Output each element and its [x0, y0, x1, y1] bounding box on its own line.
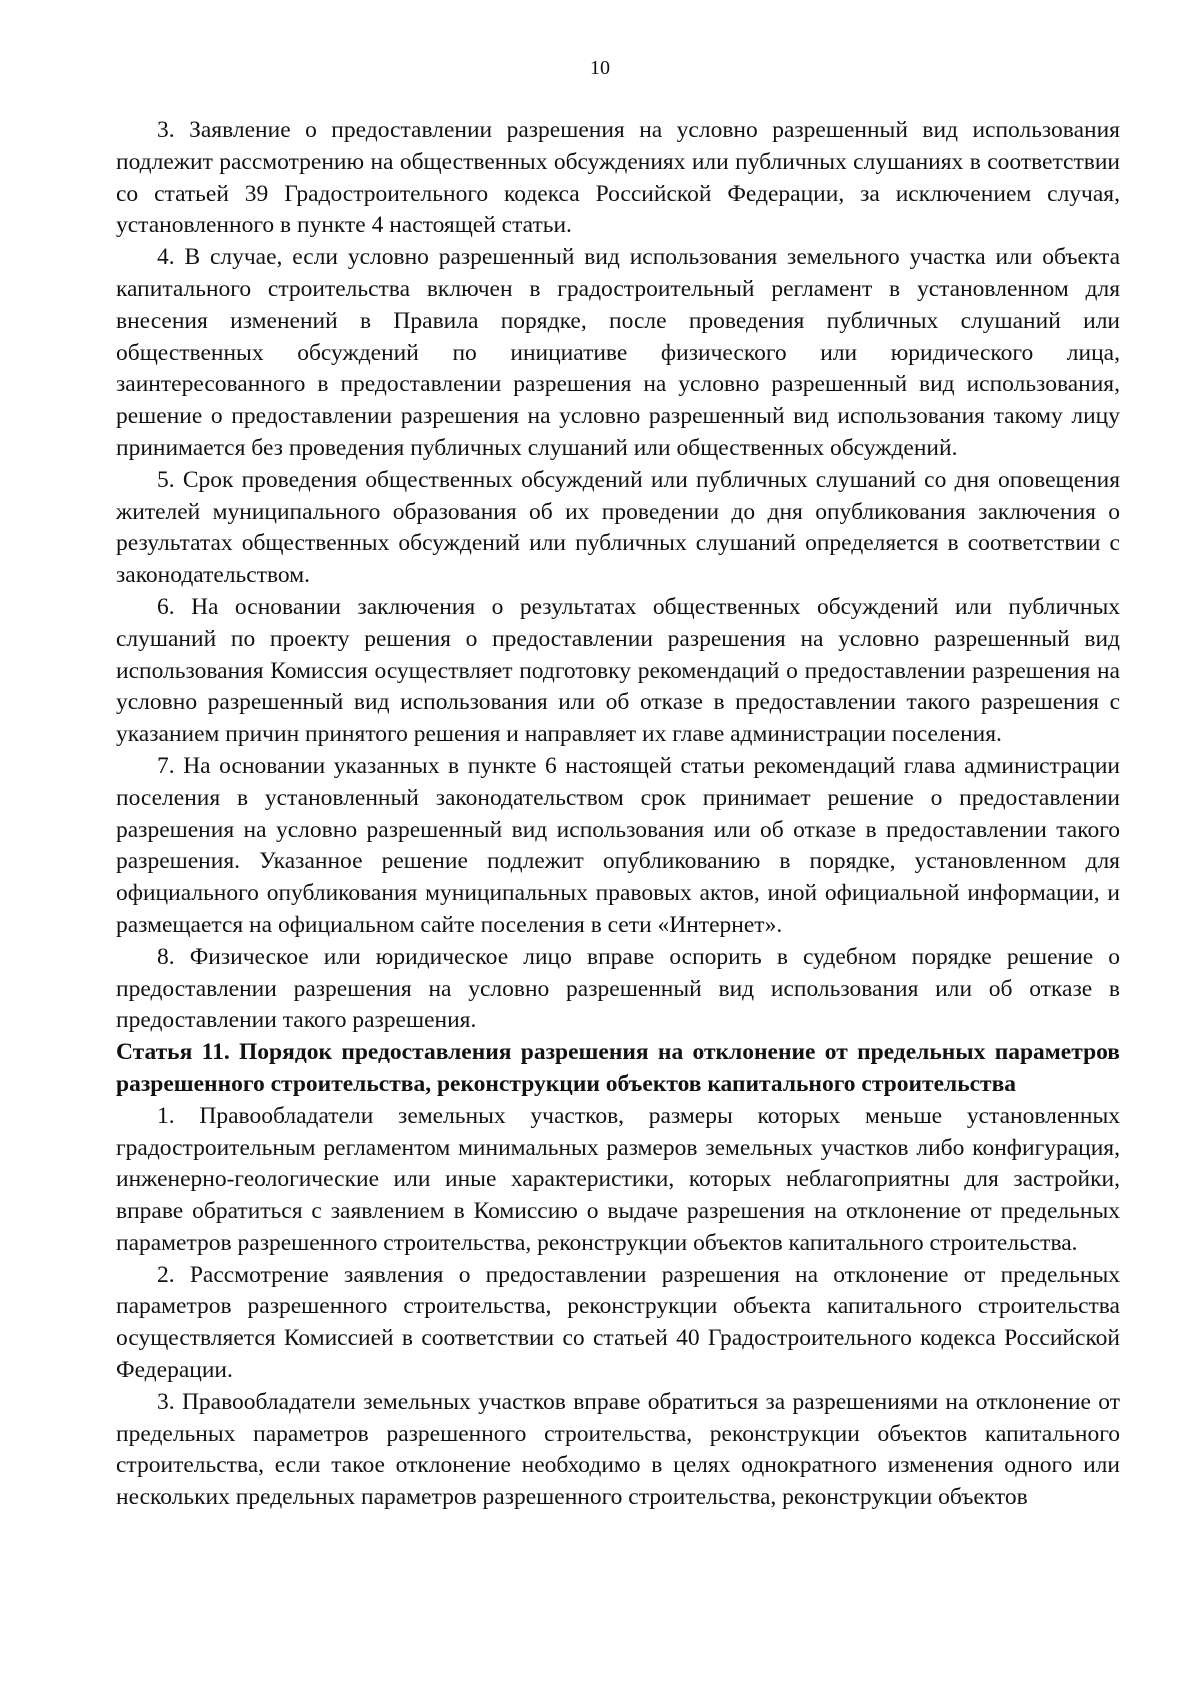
article-11-paragraph-2: 2. Рассмотрение заявления о предоставлении разрешения на отклонение от предельных параметров разрешенного строительства, реконструкции объекта капитального строительства осуществляется Комиссией в соответствии со статьей 40 Градостроительного кодекса Российской Федерации. — [116, 1261, 1120, 1384]
paragraph-item-4: 4. В случае, если условно разрешенный вид использования земельного участка или объекта капитального строительства включен в градостроительный регламент в установленном для внесения изменений в Правила порядке, после проведения публичных слушаний или общественных обсуждений по инициативе физического или юридического лица, заинтересованного в предоставлении разрешения на условно разрешенный вид использования, решение о предоставлении разрешения на условно разрешенный вид использования такому лицу принимается без проведения публичных слушаний или общественных обсуждений. — [116, 244, 1120, 461]
paragraph-item-3: 3. Заявление о предоставлении разрешения на условно разрешенный вид использования подлежит рассмотрению на общественных обсуждениях или публичных слушаниях в соответствии со статьей 39 Градостроительного кодекса Российской Федерации, за исключением случая, установленного в пункте 4 настоящей статьи. — [116, 117, 1120, 239]
article-heading: Статья 11. Порядок предоставления разрешения на отклонение от предельных параметров разрешенного строительства, реконструкции объектов капитального строительства — [116, 1039, 1120, 1097]
page-number: 10 — [590, 57, 610, 79]
paragraph-item-5: 5. Срок проведения общественных обсуждений или публичных слушаний со дня оповещения жителей муниципального образования об их проведении до дня опубликования заключения о результатах общественных обсуждений или публичных слушаний определяется в соответствии с законодательством. — [116, 466, 1120, 589]
article-11-paragraph-1: 1. Правообладатели земельных участков, размеры которых меньше установленных градостроительным регламентом минимальных размеров земельных участков либо конфигурация, инженерно-геологические или иные характеристики, которых неблагоприятны для застройки, вправе обратиться с заявлением в Комиссию о выдаче разрешения на отклонение от предельных параметров разрешенного строительства, реконструкции объектов капитального строительства. — [116, 1102, 1120, 1256]
paragraph-item-6: 6. На основании заключения о результатах общественных обсуждений или публичных слушаний по проекту решения о предоставлении разрешения на условно разрешенный вид использования Комиссия осуществляет подготовку рекомендаций о предоставлении разрешения на условно разрешенный вид использования или об отказе в предоставлении такого разрешения с указанием причин принятого решения и направляет их главе администрации поселения. — [116, 593, 1120, 748]
document-body — [116, 115, 1120, 1514]
paragraph-item-7: 7. На основании указанных в пункте 6 настоящей статьи рекомендаций глава администрации поселения в установленный законодательством срок принимает решение о предоставлении разрешения на условно разрешенный вид использования или об отказе в предоставлении такого разрешения. Указанное решение подлежит опубликованию в порядке, установленном для официального опубликования муниципальных правовых актов, иной официальной информации, и размещается на официальном сайте поселения в сети «Интернет». — [116, 752, 1120, 938]
paragraph-item-8: 8. Физическое или юридическое лицо вправе оспорить в судебном порядке решение о предоставлении разрешения на условно разрешенный вид использования или об отказе в предоставлении такого разрешения. — [116, 943, 1120, 1034]
article-11-paragraph-3: 3. Правообладатели земельных участков вправе обратиться за разрешениями на отклонение от предельных параметров разрешенного строительства, реконструкции объектов капитального строительства, если такое отклонение необходимо в целях однократного изменения одного или нескольких предельных параметров разрешенного строительства, реконструкции объектов — [116, 1388, 1120, 1511]
